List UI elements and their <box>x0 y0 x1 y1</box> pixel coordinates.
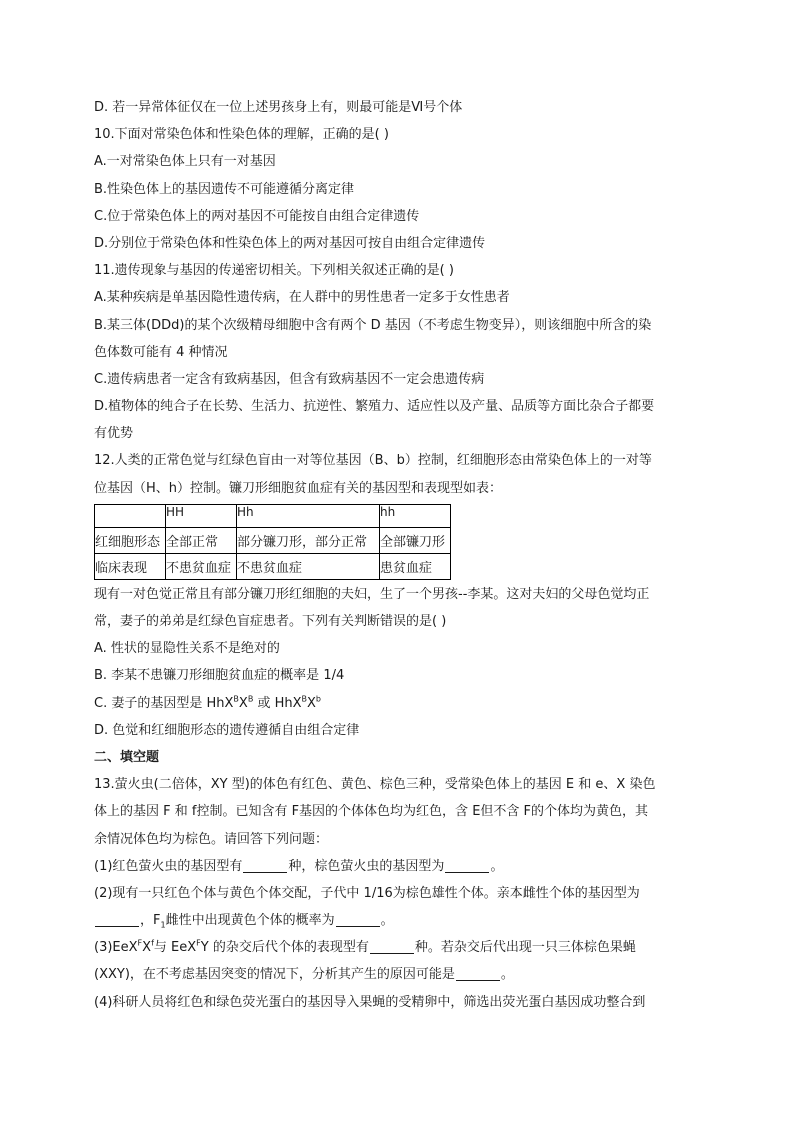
q12-context-line1: 现有一对色觉正常且有部分镰刀形红细胞的夫妇，生了一个男孩--李某。这对夫妇的父母色觉均正 <box>94 586 650 602</box>
q13-stem-line3: 余情况体色均为棕色。请回答下列问题： <box>94 831 329 847</box>
q11-option-d-line2: 有优势 <box>94 426 134 442</box>
subscript: 1 <box>160 920 166 930</box>
table-header-cell: HH <box>166 504 237 527</box>
table-header-cell: hh <box>380 504 451 527</box>
q13-part3-text: 种。若杂交后代出现一只三体棕色果蝇 <box>414 940 636 956</box>
q13-part2-text: 雌性中出现黄色个体的概率为 <box>165 913 335 929</box>
q11-option-b-line1: B.某三体(DDd)的某个次级精母细胞中含有两个 D 基因（不考虑生物变异），则该细胞中所含的染 <box>94 317 652 333</box>
q12-option-a: A. 性状的显隐性关系不是绝对的 <box>94 641 280 657</box>
q11-option-b-line2: 色体数可能有 4 种情况 <box>94 344 228 360</box>
table-header-cell <box>95 504 166 527</box>
document-page <box>94 94 700 1016</box>
superscript: b <box>315 694 321 704</box>
q13-part1-text: (1)红色萤火虫的基因型有 <box>94 858 243 874</box>
table-cell: 全部镰刀形 <box>380 527 451 553</box>
table-cell: 患贫血症 <box>380 553 451 579</box>
superscript: F <box>196 938 201 948</box>
q9-option-d: D. 若一异常体征仅在一位上述男孩身上有，则最可能是Ⅵ号个体 <box>94 100 463 115</box>
q12-option-c <box>94 690 700 717</box>
q13-part3-line2 <box>94 961 700 988</box>
q13-part1-text: 。 <box>490 858 504 874</box>
q13-part3-text: X <box>142 940 152 956</box>
table-row <box>95 527 451 553</box>
table-cell: 不患贫血症 <box>237 553 380 579</box>
q11-stem: 11.遗传现象与基因的传递密切相关。下列相关叙述正确的是( ) <box>94 263 454 279</box>
q13-part2-line2 <box>94 907 700 934</box>
q11-option-c: C.遗传病患者一定含有致病基因，但含有致病基因不一定会患遗传病 <box>94 371 485 387</box>
table-cell: 全部正常 <box>166 527 237 553</box>
q13-part1 <box>94 853 700 880</box>
table-header-row <box>95 504 451 527</box>
table-header-cell: Hh <box>237 504 380 527</box>
table-row <box>95 553 451 579</box>
q10-stem: 10.下面对常染色体和性染色体的理解，正确的是( ) <box>94 127 389 143</box>
table-cell: 红细胞形态 <box>95 527 166 553</box>
q13-part2-text: 。 <box>380 913 394 929</box>
q11-option-a: A.某种疾病是单基因隐性遗传病，在人群中的男性患者一定多于女性患者 <box>94 290 510 306</box>
superscript: f <box>151 938 154 948</box>
q13-part2-text: ，F <box>140 913 161 929</box>
answer-blank[interactable] <box>95 913 139 927</box>
table-cell: 部分镰刀形，部分正常 <box>237 527 380 553</box>
q13-part3-line1 <box>94 934 700 961</box>
q11-option-d-line1: D.植物体的纯合子在长势、生活力、抗逆性、繁殖力、适应性以及产量、品质等方面比杂合子都要 <box>94 399 655 415</box>
superscript: B <box>247 694 254 704</box>
section-heading: 二、填空题 <box>94 749 160 765</box>
superscript: F <box>137 938 143 948</box>
q12-option-c-text: X <box>238 695 248 711</box>
answer-blank[interactable] <box>370 940 414 954</box>
q12-option-c-text: 或 HhX <box>253 695 302 711</box>
q12-option-c-text: C. 妻子的基因型是 HhX <box>94 695 234 711</box>
q13-part3-text: 与 EeX <box>153 940 197 956</box>
q10-option-b: B.性染色体上的基因遗传不可能遵循分离定律 <box>94 181 355 197</box>
q12-context-line2: 常，妻子的弟弟是红绿色盲症患者。下列有关判断错误的是( ) <box>94 614 447 629</box>
q12-option-b: B. 李某不患镰刀形细胞贫血症的概率是 1/4 <box>94 668 345 684</box>
q12-stem-line2: 位基因（H、h）控制。镰刀形细胞贫血症有关的基因型和表现型如表： <box>94 480 503 496</box>
q13-part4-line1: (4)科研人员将红色和绿色荧光蛋白的基因导入果蝇的受精卵中，筛选出荧光蛋白基因成功整合到 <box>94 994 646 1010</box>
answer-blank[interactable] <box>243 859 287 873</box>
genotype-phenotype-table <box>94 504 451 580</box>
q13-part3-text: 。 <box>500 967 514 983</box>
q12-option-c-text: X <box>307 695 316 711</box>
q13-part3-text: (3)EeX <box>94 940 138 956</box>
table-cell: 临床表现 <box>95 553 166 579</box>
q10-option-a: A.一对常染色体上只有一对基因 <box>94 154 276 170</box>
q13-stem-line1: 13.萤火虫(二倍体，XY 型)的体色有红色、黄色、棕色三种，受常染色体上的基因 E 和 e、X 染色 <box>94 777 656 793</box>
q13-part3-text: Y 的杂交后代个体的表现型有 <box>200 940 369 956</box>
q12-stem-line1: 12.人类的正常色觉与红绿色盲由一对等位基因（B、b）控制，红细胞形态由常染色体上的一对等 <box>94 453 652 469</box>
answer-blank[interactable] <box>336 913 380 927</box>
table-cell: 不患贫血症 <box>166 553 237 579</box>
q10-option-d: D.分别位于常染色体和性染色体上的两对基因可按自由组合定律遗传 <box>94 235 486 251</box>
q10-option-c: C.位于常染色体上的两对基因不可能按自由组合定律遗传 <box>94 208 420 224</box>
q12-option-d: D. 色觉和红细胞形态的遗传遵循自由组合定律 <box>94 722 360 738</box>
q13-part2-line1: (2)现有一只红色个体与黄色个体交配，子代中 1/16为棕色雄性个体。亲本雌性个体的基因型为 <box>94 885 640 901</box>
q13-stem-line2: 体上的基因 F 和 f控制。已知含有 F基因的个体体色均为红色，含 E但不含 F的个体均为黄色，其 <box>94 804 649 820</box>
q13-part1-text: 种，棕色萤火虫的基因型为 <box>288 858 445 874</box>
answer-blank[interactable] <box>456 967 500 981</box>
answer-blank[interactable] <box>445 859 489 873</box>
q13-part3-text: (XXY)，在不考虑基因突变的情况下，分析其产生的原因可能是 <box>94 967 455 983</box>
superscript: B <box>233 694 239 704</box>
superscript: B <box>301 694 307 704</box>
